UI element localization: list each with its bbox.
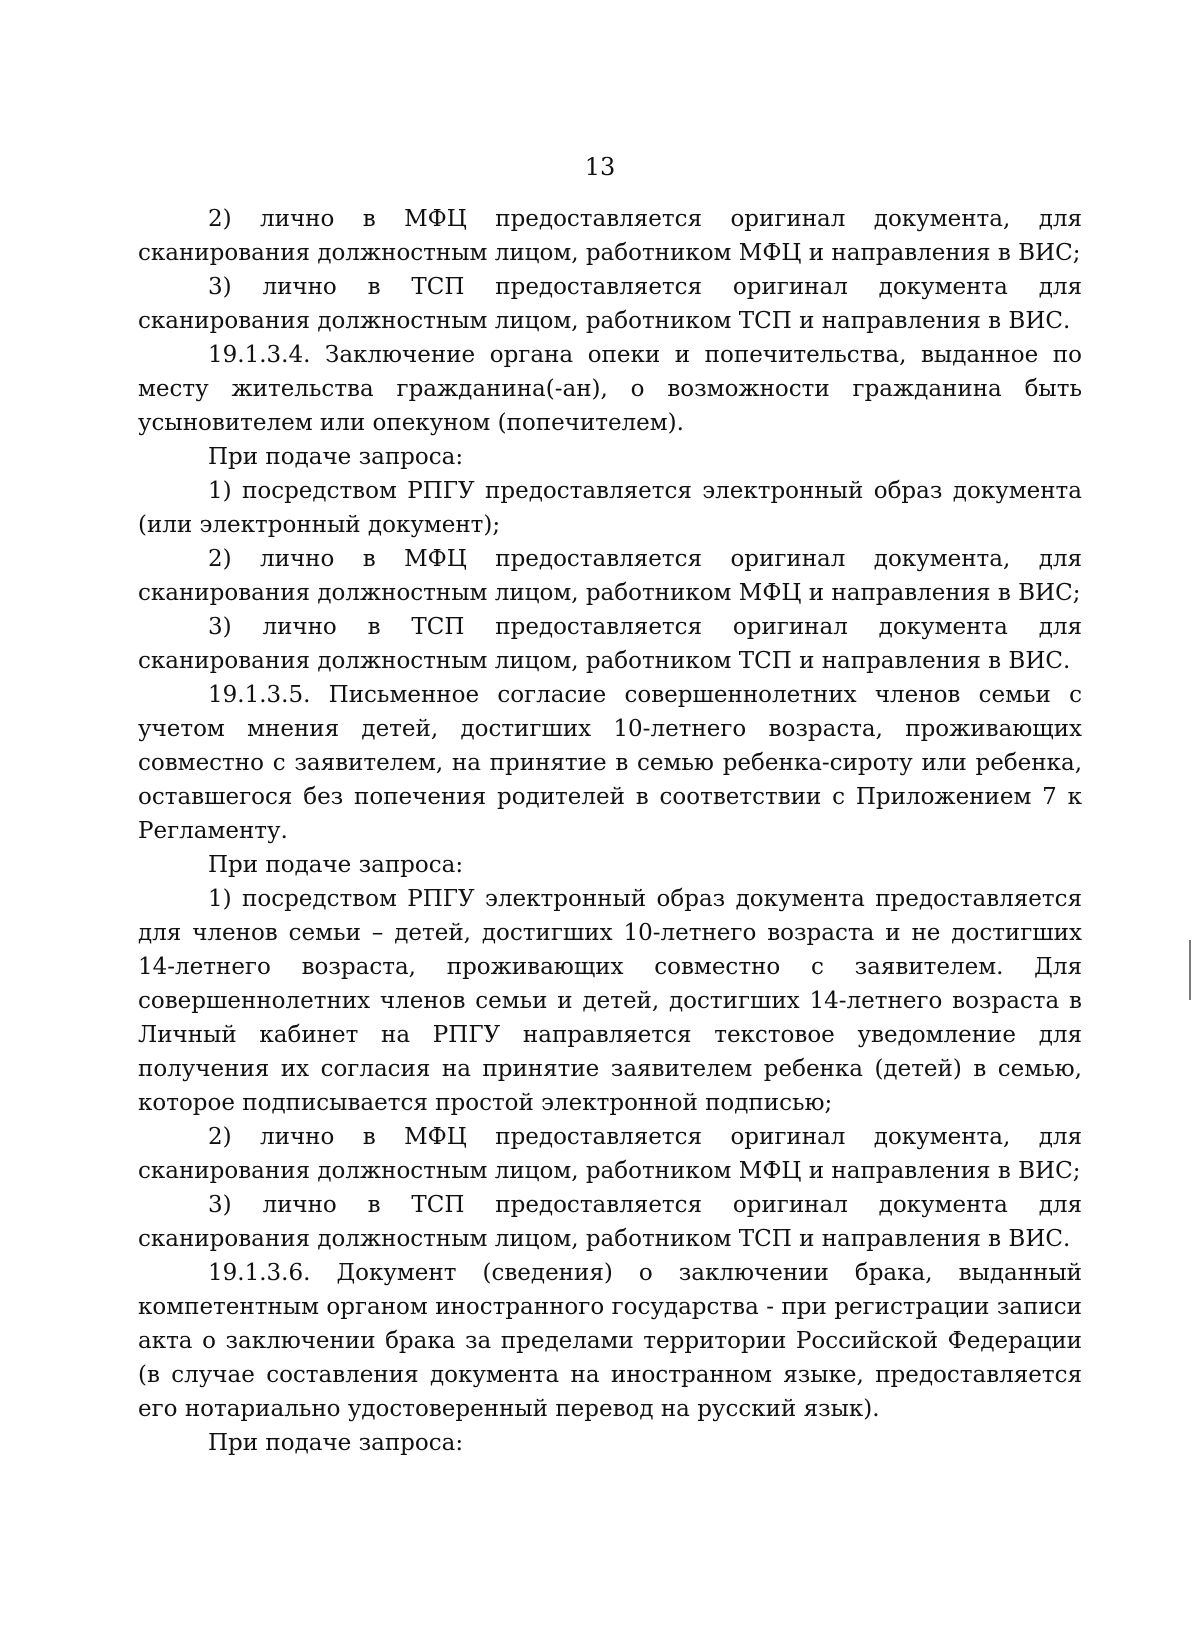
paragraph-mfc-scan: 2) лично в МФЦ предоставляется оригинал документа, для сканирования должностным лицом, работником МФЦ и направления в ВИС; [138, 1124, 1082, 1184]
paragraph-rpgu-family: 1) посредством РПГУ электронный образ документа предоставляется для членов семьи – детей, достигших 10-летнего возраста и не достигших 14-летнего возраста, проживающих совместно с заявителем. Для совершеннолетних членов семьи и детей, достигших 14-летнего возраста в Личный кабинет на РПГУ направляется текстовое уведомление для получения их согласия на принятие заявителем ребенка (детей) в семью, которое подписывается простой электронной подписью; [138, 886, 1082, 1116]
scan-edge-mark [1189, 940, 1191, 1000]
paragraph-19-1-3-6: 19.1.3.6. Документ (сведения) о заключении брака, выданный компетентным органом иностранного государства - при регистрации записи акта о заключении брака за пределами территории Российской Федерации (в случае составления документа на иностранном языке, предоставляется его нотариально удостоверенный перевод на русский язык). [138, 1260, 1082, 1422]
paragraph-19-1-3-5: 19.1.3.5. Письменное согласие совершеннолетних членов семьи с учетом мнения детей, достигших 10-летнего возраста, проживающих совместно с заявителем, на принятие в семью ребенка-сироту или ребенка, оставшегося без попечения родителей в соответствии с Приложением 7 к Регламенту. [138, 682, 1082, 844]
paragraph-request-heading: При подаче запроса: [208, 852, 464, 878]
paragraph-request-heading: При подаче запроса: [208, 444, 464, 470]
document-body [138, 202, 1082, 1460]
paragraph-mfc-scan: 2) лично в МФЦ предоставляется оригинал документа, для сканирования должностным лицом, работником МФЦ и направления в ВИС; [138, 546, 1082, 606]
paragraph-19-1-3-4: 19.1.3.4. Заключение органа опеки и попечительства, выданное по месту жительства гражданина(-ан), о возможности гражданина быть усыновителем или опекуном (попечителем). [138, 342, 1082, 436]
paragraph-tsp-scan: 3) лично в ТСП предоставляется оригинал документа для сканирования должностным лицом, работником ТСП и направления в ВИС. [138, 614, 1082, 674]
paragraph-tsp-scan: 3) лично в ТСП предоставляется оригинал документа для сканирования должностным лицом, работником ТСП и направления в ВИС. [138, 274, 1082, 334]
paragraph-rpgu: 1) посредством РПГУ предоставляется электронный образ документа (или электронный документ); [138, 478, 1082, 538]
paragraph-tsp-scan: 3) лично в ТСП предоставляется оригинал документа для сканирования должностным лицом, работником ТСП и направления в ВИС. [138, 1192, 1082, 1252]
paragraph-mfc-scan: 2) лично в МФЦ предоставляется оригинал документа, для сканирования должностным лицом, работником МФЦ и направления в ВИС; [138, 206, 1082, 266]
page-number: 13 [584, 153, 616, 181]
paragraph-request-heading: При подаче запроса: [208, 1430, 464, 1456]
